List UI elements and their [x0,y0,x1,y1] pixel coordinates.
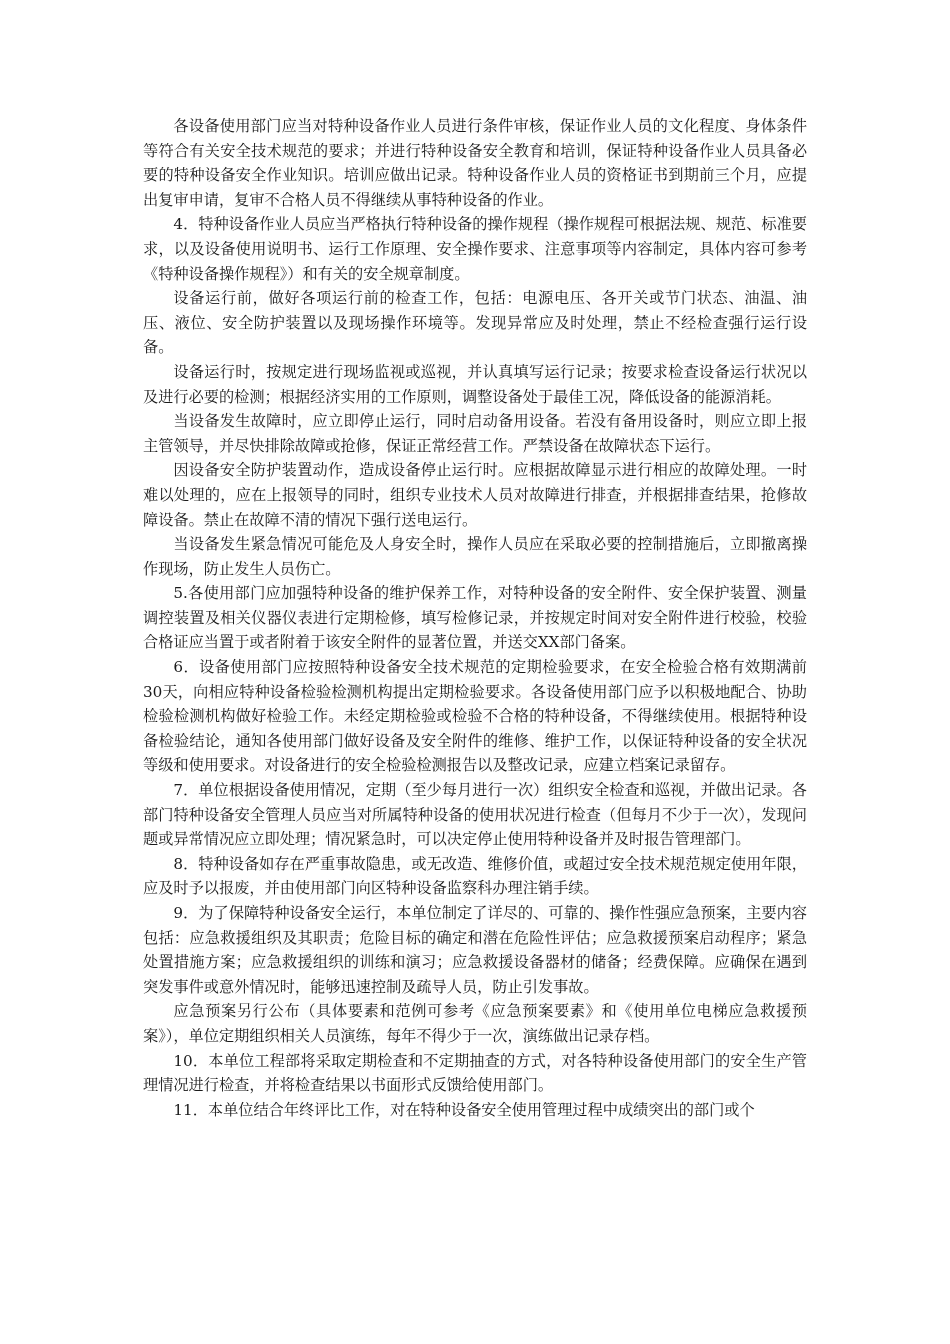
paragraph-pre-operation-check: 设备运行前，做好各项运行前的检查工作，包括：电源电压、各开关或节门状态、油温、油压、液位、安全防护装置以及现场操作环境等。发现异常应及时处理，禁止不经检查强行运行设备。 [143,289,807,357]
paragraph-operator-qualification: 各设备使用部门应当对特种设备作业人员进行条件审核，保证作业人员的文化程度、身体条件等符合有关安全技术规范的要求；并进行特种设备安全教育和培训，保证特种设备作业人员具备必要的特种设备安全作业知识。培训应做出记录。特种设备作业人员的资格证书到期前三个月，应提出复审申请，复审不合格人员不得继续从事特种设备的作业。 [143,117,807,209]
document-body [143,114,807,1122]
paragraph-item-7-safety-check: 7．单位根据设备使用情况，定期（至少每月进行一次）组织安全检查和巡视，并做出记录。各部门特种设备安全管理人员应当对所属特种设备的使用状况进行检查（但每月不少于一次），发现问题或异常情况应立即处理；情况紧急时，可以决定停止使用特种设备并及时报告管理部门。 [143,781,807,849]
paragraph-item-6-periodic-inspection: 6．设备使用部门应按照特种设备安全技术规范的定期检验要求，在安全检验合格有效期满前30天，向相应特种设备检验检测机构提出定期检验要求。各设备使用部门应予以积极地配合、协助检验检测机构做好检验工作。未经定期检验或检验不合格的特种设备，不得继续使用。根据特种设备检验结论，通知各使用部门做好设备及安全附件的维修、维护工作，以保证特种设备的安全状况等级和使用要求。对设备进行的安全检验检测报告以及整改记录，应建立档案记录留存。 [143,658,807,775]
paragraph-emergency-evacuation: 当设备发生紧急情况可能危及人身安全时，操作人员应在采取必要的控制措施后，立即撤离操作现场，防止发生人员伤亡。 [143,535,807,578]
paragraph-item-11-evaluation: 11．本单位结合年终评比工作，对在特种设备安全使用管理过程中成绩突出的部门或个 [173,1100,755,1119]
paragraph-item-10-inspection: 10．本单位工程部将采取定期检查和不定期抽查的方式，对各特种设备使用部门的安全生产管理情况进行检查，并将检查结果以书面形式反馈给使用部门。 [143,1051,807,1095]
paragraph-fault-handling: 当设备发生故障时，应立即停止运行，同时启动备用设备。若没有备用设备时，则应立即上报主管领导，并尽快排除故障或抢修，保证正常经营工作。严禁设备在故障状态下运行。 [143,412,807,455]
paragraph-protection-trip: 因设备安全防护装置动作，造成设备停止运行时。应根据故障显示进行相应的故障处理。一时难以处理的，应在上报领导的同时，组织专业技术人员对故障进行排查，并根据排查结果，抢修故障设备。禁止在故障不清的情况下强行送电运行。 [143,461,807,529]
paragraph-during-operation: 设备运行时，按规定进行现场监视或巡视，并认真填写运行记录；按要求检查设备运行状况以及进行必要的检测；根据经济实用的工作原则，调整设备处于最佳工况，降低设备的能源消耗。 [143,362,807,406]
paragraph-item-8-scrapping: 8．特种设备如存在严重事故隐患，或无改造、维修价值，或超过安全技术规范规定使用年限，应及时予以报废，并由使用部门向区特种设备监察科办理注销手续。 [143,854,807,898]
paragraph-item-5-maintenance: 5.各使用部门应加强特种设备的维护保养工作，对特种设备的安全附件、安全保护装置、测量调控装置及相关仪器仪表进行定期检修，填写检修记录，并按规定时间对安全附件进行校验，校验合格证应当置于或者附着于该安全附件的显著位置，并送交XX部门备案。 [143,584,807,652]
paragraph-item-4-operating-rules: 4．特种设备作业人员应当严格执行特种设备的操作规程（操作规程可根据法规、规范、标准要求，以及设备使用说明书、运行工作原理、安全操作要求、注意事项等内容制定，具体内容可参考《特种设备操作规程》）和有关的安全规章制度。 [143,215,807,283]
paragraph-emergency-drills: 应急预案另行公布（具体要素和范例可参考《应急预案要素》和《使用单位电梯应急救援预案》），单位定期组织相关人员演练，每年不得少于一次，演练做出记录存档。 [143,1002,807,1045]
paragraph-item-9-emergency-plan: 9．为了保障特种设备安全运行，本单位制定了详尽的、可靠的、操作性强应急预案，主要内容包括：应急救援组织及其职责；危险目标的确定和潜在危险性评估；应急救援预案启动程序；紧急处置措施方案；应急救援组织的训练和演习；应急救援设备器材的储备；经费保障。应确保在遇到突发事件或意外情况时，能够迅速控制及疏导人员，防止引发事故。 [143,904,807,996]
